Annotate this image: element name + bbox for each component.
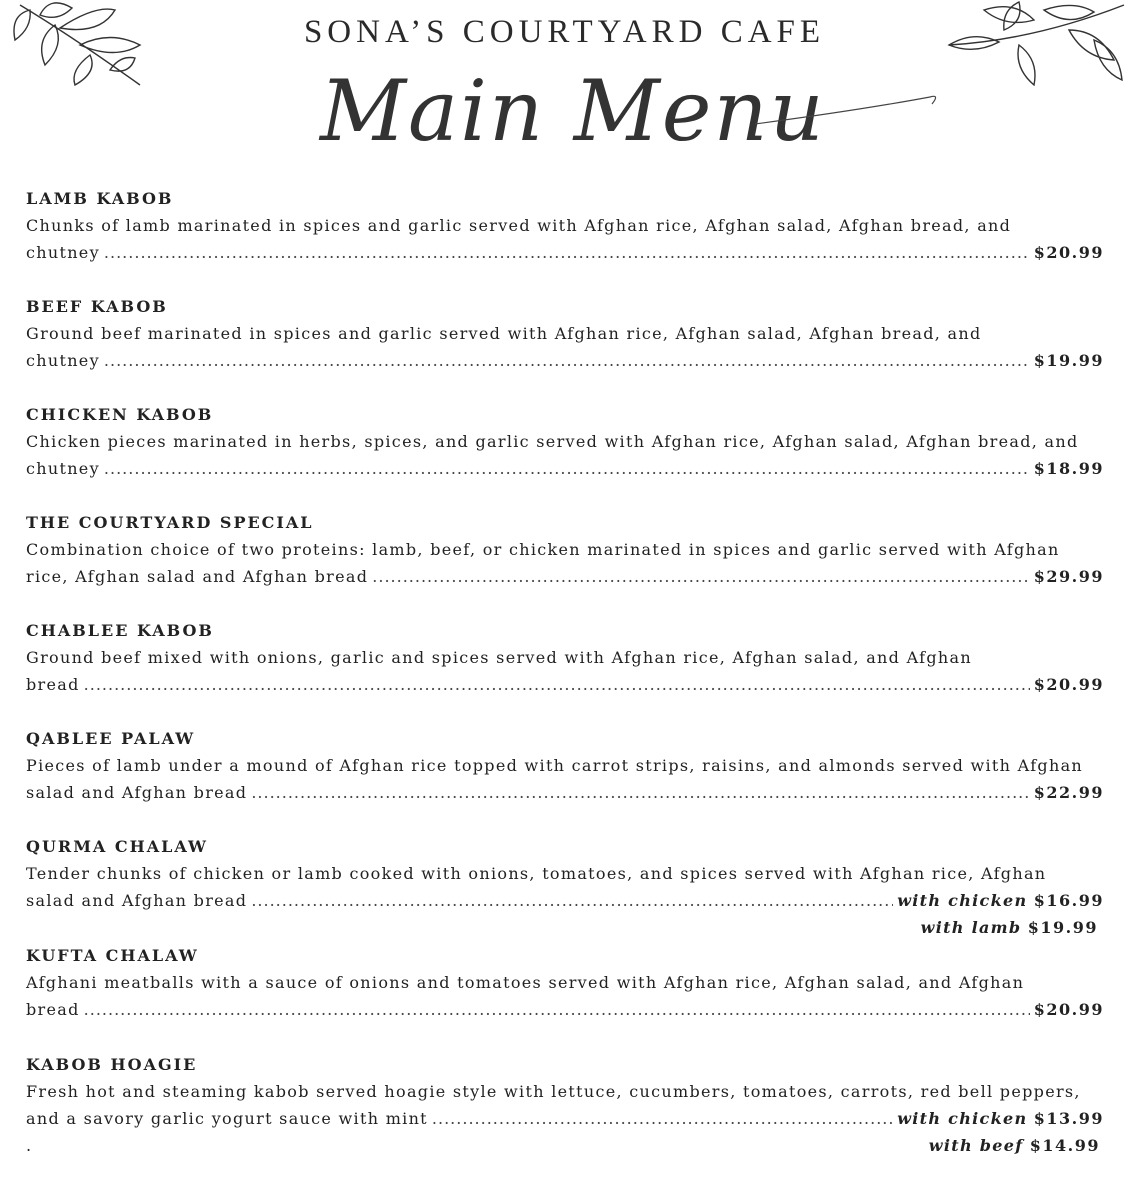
item-name: KUFTA CHALAW <box>26 946 199 965</box>
item-description-end: salad and Afghan bread <box>26 783 248 802</box>
dot-leader <box>251 779 1029 806</box>
menu-item-qurma-chalaw <box>26 834 1104 943</box>
item-description: Ground beef marinated in spices and garlic served with Afghan rice, Afghan salad, Afghan bread, and <box>26 324 982 343</box>
menu-item-chicken-kabob <box>26 402 1104 510</box>
dot-leader <box>432 1105 893 1132</box>
item-price-line <box>26 563 1104 590</box>
item-price: $18.99 <box>1033 459 1104 478</box>
item-option-alt: with beef <box>928 1136 1024 1155</box>
item-price: $20.99 <box>1033 1000 1104 1019</box>
item-name: THE COURTYARD SPECIAL <box>26 513 314 532</box>
menu-item-chablee-kabob <box>26 618 1104 726</box>
item-description-end: bread <box>26 1000 80 1019</box>
menu-title-text: Main Menu <box>320 62 826 160</box>
dot-leader <box>251 887 893 914</box>
item-price: $13.99 <box>1033 1109 1104 1128</box>
item-description: Combination choice of two proteins: lamb, beef, or chicken marinated in spices and garlic served with Afghan <box>26 540 1060 559</box>
item-price-alt: $19.99 <box>1027 918 1098 937</box>
item-price-line <box>26 347 1104 374</box>
item-price-line <box>26 671 1104 698</box>
item-description: Afghani meatballs with a sauce of onions and tomatoes served with Afghan rice, Afghan salad, and Afghan <box>26 973 1025 992</box>
menu-item-beef-kabob <box>26 294 1104 402</box>
dot-leader <box>104 347 1030 374</box>
item-description-end: chutney <box>26 243 100 262</box>
item-description: Ground beef mixed with onions, garlic and spices served with Afghan rice, Afghan salad, and Afghan <box>26 648 972 667</box>
item-price-line <box>26 455 1104 482</box>
menu-item-kabob-hoagie <box>26 1052 1104 1159</box>
menu-item-courtyard-special <box>26 510 1104 618</box>
item-price: $20.99 <box>1033 243 1104 262</box>
dot-leader <box>84 671 1030 698</box>
menu-item-lamb-kabob <box>26 186 1104 294</box>
item-price: $22.99 <box>1033 783 1104 802</box>
item-description-end: rice, Afghan salad and Afghan bread <box>26 567 369 586</box>
item-name: BEEF KABOB <box>26 297 168 316</box>
item-price-line <box>26 996 1104 1023</box>
item-option: with chicken <box>897 891 1028 910</box>
item-name: QABLEE PALAW <box>26 729 196 748</box>
item-price: $20.99 <box>1033 675 1104 694</box>
dot-leader <box>104 455 1030 482</box>
item-price-alt: $14.99 <box>1029 1136 1100 1155</box>
item-price-line <box>26 239 1104 266</box>
dot-leader <box>372 563 1030 590</box>
item-description-end: salad and Afghan bread <box>26 891 248 910</box>
dot-leader <box>104 239 1030 266</box>
item-option: with chicken <box>897 1109 1028 1128</box>
item-description: Fresh hot and steaming kabob served hoagie style with lettuce, cucumbers, tomatoes, carrots, red bell peppers, <box>26 1082 1081 1101</box>
menu-list <box>26 186 1104 1159</box>
item-description-end: chutney <box>26 459 100 478</box>
item-description: Tender chunks of chicken or lamb cooked with onions, tomatoes, and spices served with Afghan rice, Afghan <box>26 864 1047 883</box>
item-name: LAMB KABOB <box>26 189 174 208</box>
dot-leader <box>84 996 1030 1023</box>
item-name: CHICKEN KABOB <box>26 405 214 424</box>
item-price-line <box>26 779 1104 806</box>
menu-item-kufta-chalaw <box>26 943 1104 1052</box>
item-description: Pieces of lamb under a mound of Afghan rice topped with carrot strips, raisins, and almonds served with Afghan <box>26 756 1084 775</box>
item-price: $16.99 <box>1033 891 1104 910</box>
item-option-alt: with lamb <box>920 918 1022 937</box>
stray-dot: . <box>26 1136 33 1155</box>
item-description-end: and a savory garlic yogurt sauce with mint <box>26 1109 428 1128</box>
item-description-end: bread <box>26 675 80 694</box>
item-price: $29.99 <box>1033 567 1104 586</box>
item-price-alt-line <box>26 914 1104 941</box>
item-price-line <box>26 887 1104 914</box>
menu-item-qablee-palaw <box>26 726 1104 834</box>
menu-title <box>300 52 950 162</box>
item-price: $19.99 <box>1033 351 1104 370</box>
item-price-alt-line <box>26 1132 1104 1159</box>
cafe-name: SONA’S COURTYARD CAFE <box>303 14 826 50</box>
item-description-end: chutney <box>26 351 100 370</box>
item-description: Chicken pieces marinated in herbs, spices, and garlic served with Afghan rice, Afghan salad, Afghan bread, and <box>26 432 1079 451</box>
item-name: QURMA CHALAW <box>26 837 208 856</box>
item-name: KABOB HOAGIE <box>26 1055 198 1074</box>
item-description: Chunks of lamb marinated in spices and garlic served with Afghan rice, Afghan salad, Afghan bread, and <box>26 216 1012 235</box>
item-name: CHABLEE KABOB <box>26 621 214 640</box>
item-price-line <box>26 1105 1104 1132</box>
